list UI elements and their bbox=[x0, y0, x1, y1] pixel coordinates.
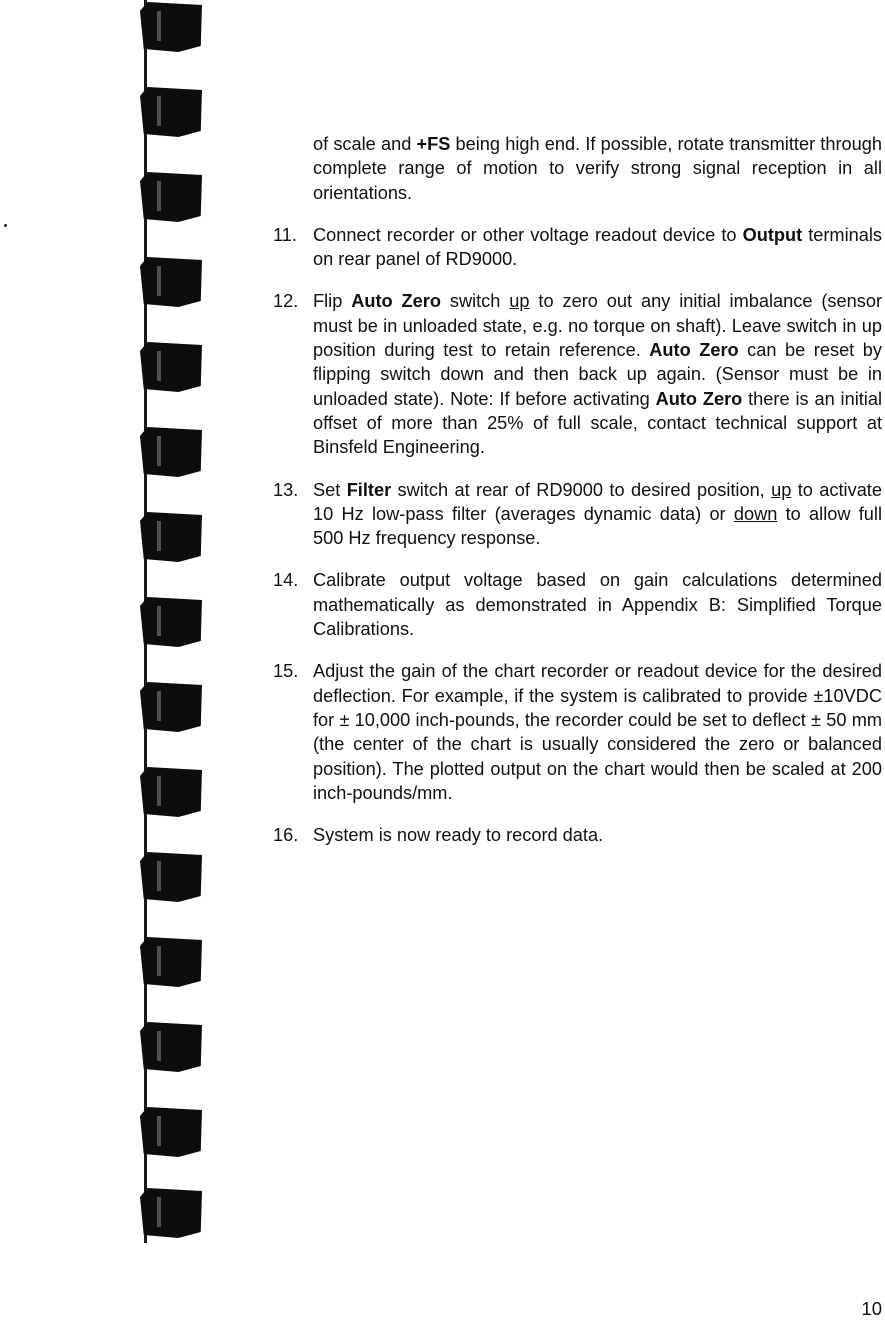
step-number: 12. bbox=[273, 291, 299, 312]
binding-ring bbox=[140, 172, 202, 222]
spiral-binding bbox=[132, 0, 212, 1243]
step-13: 13. Set Filter switch at rear of RD9000 to desired position, up to activate 10 Hz low-pass filter (averages dynamic data) or down to allow full 500 Hz frequency response. bbox=[273, 479, 882, 549]
binding-ring bbox=[140, 1188, 202, 1238]
page-number: 10 bbox=[861, 1298, 882, 1319]
continued-paragraph: of scale and +FS being high end. If possible, rotate transmitter through complete range of motion to verify strong signal reception in all orientations. bbox=[313, 134, 882, 203]
step-number: 14. bbox=[273, 570, 299, 591]
step-number: 16. bbox=[273, 825, 299, 846]
binding-ring bbox=[140, 87, 202, 137]
binding-ring bbox=[140, 2, 202, 52]
step-16: 16. System is now ready to record data. bbox=[313, 823, 882, 847]
document-body bbox=[273, 132, 882, 1319]
binding-ring bbox=[140, 1107, 202, 1157]
step-12: 12. Flip Auto Zero switch up to zero out any initial imbalance (sensor must be in unloaded state, e.g. no torque on shaft). Leave switch in up position during test to retain reference. Auto Zero can be reset by flipping switch down and then back up again. (Sensor must be in unloaded state). Note: If before activating Auto Zero there is an initial offset of more than 25% of full scale, contact technical support at Binsfeld Engineering. bbox=[273, 291, 882, 458]
binding-ring bbox=[140, 1022, 202, 1072]
binding-ring bbox=[140, 427, 202, 477]
step-number: 15. bbox=[273, 661, 299, 682]
binding-ring bbox=[140, 512, 202, 562]
binding-ring bbox=[140, 342, 202, 392]
step-11: 11. Connect recorder or other voltage readout device to Output terminals on rear panel of RD9000. bbox=[273, 224, 882, 270]
binding-ring bbox=[140, 682, 202, 732]
binding-ring bbox=[140, 767, 202, 817]
binding-ring bbox=[140, 597, 202, 647]
step-number: 11. bbox=[273, 224, 297, 245]
binding-ring bbox=[140, 257, 202, 307]
binding-ring bbox=[140, 937, 202, 987]
binding-ring bbox=[140, 852, 202, 902]
step-15: 15. Adjust the gain of the chart recorder or readout device for the desired deflection. For example, if the system is calibrated to provide ±10VDC for ± 10,000 inch-pounds, the recorder could be set to deflect ± 50 mm (the center of the chart is usually considered the zero or balanced position). The plotted output on the chart would then be scaled at 200 inch-pounds/mm. bbox=[273, 661, 882, 803]
scan-speck bbox=[4, 224, 7, 227]
step-number: 13. bbox=[273, 479, 299, 500]
step-14: 14. Calibrate output voltage based on gain calculations determined mathematically as demonstrated in Appendix B: Simplified Torque Calibrations. bbox=[273, 570, 882, 640]
